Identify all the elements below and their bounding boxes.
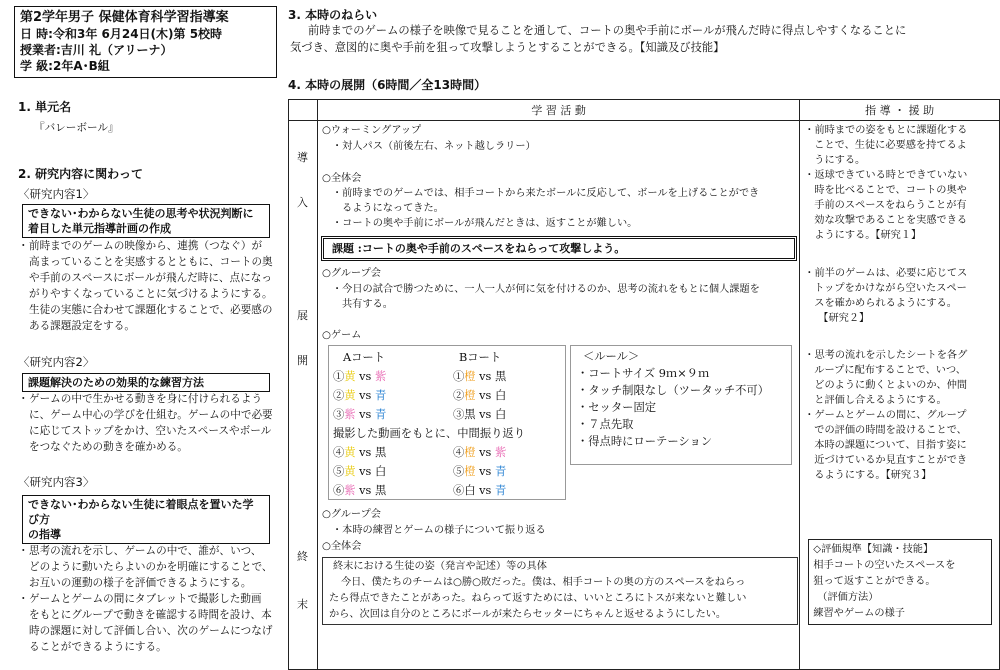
match-number: ② <box>332 389 345 402</box>
warmup-sub: ・対人パス（前後左右、ネット越しラリー） <box>331 141 536 152</box>
match-row <box>453 481 506 500</box>
r1-line: や手前のスペースにボールが飛んだ時に、点になっ <box>29 272 272 284</box>
match-row <box>333 481 386 500</box>
rule-item: ・コートサイズ 9ｍ×９ｍ <box>576 367 710 380</box>
whole-sub1a: ・前時までのゲームでは、相手コートから来たボールに反応して、ボールを上げることができ <box>331 188 760 199</box>
guide-line: ・前時までの姿をもとに課題化する <box>804 125 968 136</box>
mid-review: 撮影した動画をもとに、中間振り返り <box>332 427 526 440</box>
guide-line: での評価の時間を設けることで、 <box>814 425 967 436</box>
phase-column <box>289 121 318 670</box>
group2-sub: ・本時の練習とゲームの様子について振り返る <box>331 525 546 536</box>
guide-line: と評価し合えるようにする。 <box>814 395 947 406</box>
vs-label: vs <box>475 408 495 421</box>
team-a: 紫 <box>344 408 356 421</box>
team-a: 橙 <box>464 370 476 383</box>
team-a: 黄 <box>344 389 356 402</box>
guide-line: 効な攻撃であることを実感できる <box>814 215 968 226</box>
research3-heading: 〈研究内容3〉 <box>18 475 95 489</box>
team-a: 紫 <box>344 484 356 497</box>
rule-item: ・セッター固定 <box>576 401 657 414</box>
r2-line: に応じてストップをかけ、空いたスペースやボール <box>29 425 272 437</box>
r1-line: 高まっていることを実感するとともに、コートの奥 <box>29 256 273 268</box>
research2-box: 課題解決のための効果的な練習方法 <box>22 373 270 392</box>
guide-line: 手前のスペースをねらうことが有 <box>814 200 967 211</box>
team-a: 白 <box>464 484 476 497</box>
research1-box <box>22 204 270 238</box>
r1-line: がりやすくなっていることに気づけるようにする。 <box>29 288 273 300</box>
phase-end-2: 末 <box>297 598 308 611</box>
match-row <box>453 367 506 386</box>
team-a: 橙 <box>464 446 476 459</box>
aim-line: 前時までのゲームの様子を映像で見ることを通して、コートの奥や手前にボールが飛んだ時に得点しやすくなることに <box>308 24 907 37</box>
aim-text <box>290 22 998 56</box>
research2-text: ・ ゲームの中で生かせる動きを身に付けられるよう に、ゲーム中心の学びを仕組む。ゲームの中で必要 に応じてストップをかけ、空いたスペースやボール をつなぐための動きを確かめる。 <box>18 393 273 453</box>
court-b-matches-2 <box>453 443 506 500</box>
r3-line: 時の課題に対して評価し合い、次のゲームにつなげ <box>29 625 273 637</box>
group-meeting: ○グループ会 <box>321 268 381 279</box>
guide-line: ・返球できている時とできていない <box>804 170 968 181</box>
r1-line: 前時までのゲームの映像から、連携（つなぐ）が <box>29 240 263 252</box>
team-b: 黒 <box>374 484 387 497</box>
vs-label: vs <box>355 484 375 497</box>
guide-line: 【研究２】 <box>818 313 870 324</box>
guide-line: 本時の課題について、目指す姿に <box>814 440 967 451</box>
match-row <box>333 443 386 462</box>
guide-block-1 <box>804 123 996 243</box>
guide-line: ・ゲームとゲームの間に、グループ <box>804 410 967 421</box>
eval-line: 練習やゲームの様子 <box>813 608 905 619</box>
header-class: 学 級:2年A･B組 <box>20 59 110 73</box>
end-box-line: から、次回は自分のところにボールが来たらセッターにちゃんと返せるようにしたい。 <box>328 609 727 620</box>
game: ○ゲーム <box>321 330 362 341</box>
guide-line: 近づけているか見直すことができ <box>814 455 968 466</box>
rule-item: ・タッチ制限なし（ツータッチ不可） <box>576 384 770 397</box>
team-a: 黄 <box>344 465 356 478</box>
research1-box-line: できない･わからない生徒の思考や状況判断に <box>28 207 254 220</box>
r3-line: 思考の流れを示し、ゲームの中で、誰が、いつ、 <box>29 545 262 557</box>
lesson-task-box: 課題 :コートの奥や手前のスペースをねらって攻撃しよう。 <box>321 236 797 261</box>
guide-block-3 <box>804 348 996 483</box>
court-a-matches-2 <box>333 443 386 500</box>
match-number: ④ <box>332 446 345 459</box>
match-number: ② <box>452 389 465 402</box>
vs-label: vs <box>475 370 495 383</box>
court-a-label: Aコート <box>342 351 386 364</box>
phase-intro-2: 入 <box>297 196 308 209</box>
r2-line: に、ゲーム中心の学びを仕組む。ゲームの中で必要 <box>29 409 273 421</box>
team-b: 青 <box>494 484 507 497</box>
unit-name: 『バレーボール』 <box>34 122 119 134</box>
r3-line: お互いの運動の様子を評価できるようにする。 <box>29 577 252 589</box>
plan-table <box>288 99 1000 670</box>
whole-meeting-2: ○全体会 <box>321 541 362 552</box>
team-b: 紫 <box>374 370 387 383</box>
match-row <box>453 443 506 462</box>
court-b-label: Bコート <box>458 351 502 364</box>
team-a: 橙 <box>464 389 476 402</box>
group-sub-a: ・今日の試合で勝つために、一人一人が何に気を付けるのか、思考の流れをもとに個人課題を <box>331 284 760 295</box>
research2-heading: 〈研究内容2〉 <box>18 355 95 369</box>
r3-line: ゲームとゲームの間にタブレットで撮影した動画 <box>29 593 262 605</box>
evaluation-box <box>808 539 992 625</box>
activity-cell <box>317 121 799 670</box>
aim-title: 3. 本時のねらい <box>288 8 378 22</box>
guide-line: スを確かめられるようにする。 <box>814 298 957 309</box>
whole-meeting: ○全体会 <box>321 173 362 184</box>
team-b: 白 <box>494 408 507 421</box>
guide-header: 指 導 ・ 援 助 <box>800 100 1000 121</box>
phase-header <box>289 100 318 121</box>
section1-title: 1. 単元名 <box>18 100 72 114</box>
r3-line: ることができるようにする。 <box>29 641 167 653</box>
end-box-line: 今日、僕たちのチームは○勝○敗だった。僕は、相手コートの奥の方のスペースをねらっ <box>340 577 746 588</box>
activity-header: 学 習 活 動 <box>317 100 799 121</box>
guide-line: ・思考の流れを示したシートを各グ <box>804 350 968 361</box>
team-b: 黒 <box>494 370 507 383</box>
phase-intro-1: 導 <box>297 151 308 164</box>
match-number: ⑤ <box>452 465 465 478</box>
team-a: 黒 <box>464 408 476 421</box>
guide-line: ループに配布することで、いつ、 <box>814 365 966 376</box>
match-number: ⑤ <box>332 465 345 478</box>
match-row <box>333 367 386 386</box>
team-b: 紫 <box>494 446 507 459</box>
research3-box-line: の指導 <box>28 528 61 541</box>
section2-title: 2. 研究内容に関わって <box>18 167 143 181</box>
end-box-line: たら得点できたことがあった。ねらって返すためには、いいところにトスが来ないと難しい <box>328 593 747 604</box>
eval-line: 相手コートの空いたスペースを <box>813 560 956 571</box>
whole-sub2: ・コートの奥や手前にボールが飛んだときは、返すことが難しい。 <box>331 218 638 229</box>
guide-line: どのように動くとよいのか、仲間 <box>814 380 968 391</box>
header-teacher: 授業者:吉川 礼（アリーナ） <box>20 43 173 57</box>
eval-line: （評価方法） <box>817 592 879 603</box>
research1-text: ・ 前時までのゲームの映像から、連携（つなぐ）が 高まっていることを実感するとともに、コートの奥 や手前のスペースにボールが飛んだ時に、点になっ がりやすくなっていることに気づけるようにする。 生徒の実態に合わせて課題化することで、必要感の ある課題設定をする。 <box>18 240 273 332</box>
end-example-box <box>322 557 798 625</box>
phase-end-1: 終 <box>297 550 308 563</box>
vs-label: vs <box>475 465 495 478</box>
rule-item: ・７点先取 <box>576 418 634 431</box>
team-b: 白 <box>374 465 387 478</box>
guide-line: ことで、生徒に必要感を持てるよ <box>814 140 967 151</box>
match-number: ① <box>452 370 465 383</box>
match-number: ① <box>332 370 345 383</box>
court-b-matches-1 <box>453 367 506 424</box>
team-a: 橙 <box>464 465 476 478</box>
guide-line: ようにする。【研究１】 <box>814 230 922 241</box>
team-a: 黄 <box>344 446 356 459</box>
match-number: ④ <box>452 446 465 459</box>
research3-box <box>22 495 270 544</box>
match-schedule-box <box>328 345 566 500</box>
vs-label: vs <box>355 408 375 421</box>
research1-box-line: 着目した単元指導計画の作成 <box>28 222 171 235</box>
r3-line: どのように動いたらよいのかを明確にすることで、 <box>29 561 273 573</box>
match-number: ③ <box>332 408 345 421</box>
guide-line: トップをかけながら空いたスペー <box>814 283 967 294</box>
guide-line: 時を比べることで、コートの奥や <box>814 185 967 196</box>
header-datetime: 日 時:令和3年 6月24日(木)第 5校時 <box>20 27 223 41</box>
vs-label: vs <box>475 389 495 402</box>
phase-dev-2: 開 <box>297 354 308 367</box>
rules-title: ＜ルール＞ <box>582 350 640 363</box>
research3-box-line: できない･わからない生徒に着眼点を置いた学び方 <box>28 498 254 526</box>
plan-title: 4. 本時の展開（6時間／全13時間） <box>288 78 487 92</box>
plan-title: 第2学年男子 保健体育科学習指導案 <box>20 10 229 25</box>
vs-label: vs <box>355 389 375 402</box>
team-b: 青 <box>374 389 387 402</box>
phase-dev-1: 展 <box>297 309 308 322</box>
match-row <box>453 386 506 405</box>
vs-label: vs <box>475 446 495 459</box>
group-sub-b: 共有する。 <box>341 299 393 310</box>
match-row <box>333 405 386 424</box>
guide-line: ・前半のゲームは、必要に応じてス <box>804 268 968 279</box>
team-a: 黄 <box>344 370 356 383</box>
match-number: ⑥ <box>332 484 345 497</box>
aim-line: 気づき、意図的に奥や手前を狙って攻撃しようとすることができる。【知識及び技能】 <box>290 41 725 54</box>
team-b: 青 <box>494 465 507 478</box>
end-box-line: 終末における生徒の姿（発言や記述）等の具体 <box>332 561 547 572</box>
match-row <box>453 462 506 481</box>
r2-line: をつなぐための動きを確かめる。 <box>29 441 188 453</box>
vs-label: vs <box>355 465 375 478</box>
research1-heading: 〈研究内容1〉 <box>18 187 95 201</box>
research3-text: ・ 思考の流れを示し、ゲームの中で、誰が、いつ、 どのように動いたらよいのかを明確にすることで、 お互いの運動の様子を評価できるようにする。 ・ ゲームとゲームの間にタブレットで撮影した動画 をもとにグループで動きを確認する時間を設け、本 時の課題に対して評価し合い、次のゲームにつなげ ることができるようにする。 <box>18 545 273 653</box>
r1-line: ある課題設定をする。 <box>29 320 135 332</box>
vs-label: vs <box>475 484 495 497</box>
team-b: 白 <box>494 389 507 402</box>
match-number: ⑥ <box>452 484 465 497</box>
eval-line: 狙って返すことができる。 <box>813 576 936 587</box>
r1-line: 生徒の実態に合わせて課題化することで、必要感の <box>29 304 273 316</box>
vs-label: vs <box>355 446 375 459</box>
whole-sub1b: るようになってきた。 <box>341 203 444 214</box>
eval-line: ◇評価規準【知識・技能】 <box>813 544 934 555</box>
r3-line: をもとにグループで動きを確認する時間を設け、本 <box>29 609 272 621</box>
match-row <box>333 386 386 405</box>
group-meeting-2: ○グループ会 <box>321 509 381 520</box>
guide-cell <box>800 121 1000 670</box>
warmup: ○ウォーミングアップ <box>321 125 422 136</box>
team-b: 黒 <box>374 446 387 459</box>
rules-box <box>570 345 792 465</box>
match-number: ③ <box>452 408 465 421</box>
rule-item: ・得点時にローテーション <box>576 435 713 448</box>
r2-line: ゲームの中で生かせる動きを身に付けられるよう <box>29 393 263 405</box>
vs-label: vs <box>355 370 375 383</box>
match-row <box>333 462 386 481</box>
court-a-matches-1 <box>333 367 386 424</box>
guide-line: うにする。 <box>814 155 866 166</box>
header-box <box>14 6 277 78</box>
guide-block-2 <box>804 266 996 326</box>
team-b: 青 <box>374 408 387 421</box>
guide-line: るようにする。【研究３】 <box>814 470 932 481</box>
match-row <box>453 405 506 424</box>
